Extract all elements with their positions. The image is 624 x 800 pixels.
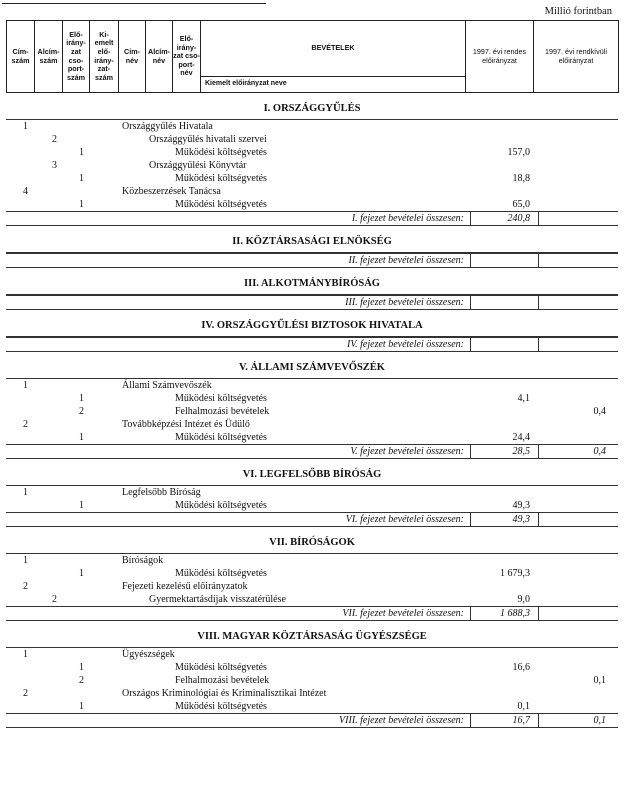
section-total [6, 606, 618, 621]
row-name: Legfelsőbb Bíróság [122, 487, 201, 498]
eloiranyzat-szam: 1 [79, 568, 84, 579]
cim-szam: 2 [23, 688, 28, 699]
section-title [6, 352, 618, 378]
rendes-value: 49,3 [512, 500, 530, 511]
section-title-text: IV. ORSZÁGGYŰLÉSI BIZTOSOK HIVATALA [201, 320, 423, 331]
table-row [6, 674, 618, 687]
row-name: Országgyűlés hivatali szervei [149, 134, 267, 145]
section-title [6, 93, 618, 119]
total-row [6, 212, 618, 225]
row-name: Továbbképzési Intézet és Üdülő [122, 419, 250, 430]
total-divider [470, 512, 471, 526]
total-label: VII. fejezet bevételei összesen: [342, 608, 464, 619]
section-total [6, 337, 618, 352]
table-row [6, 580, 618, 593]
row-name: Működési költségvetés [175, 147, 267, 158]
table-row [6, 392, 618, 405]
table-row [6, 172, 618, 185]
eloiranyzat-szam: 1 [79, 500, 84, 511]
row-name: Közbeszerzések Tanácsa [122, 186, 221, 197]
header-rendes-eloiranyzat: 1997. évi rendes előirányzat [466, 21, 534, 93]
row-name: Működési költségvetés [175, 432, 267, 443]
table-row [6, 687, 618, 700]
total-divider [538, 444, 539, 458]
cim-szam: 1 [23, 487, 28, 498]
section-title-text: VI. LEGFELSŐBB BÍRÓSÁG [242, 469, 382, 480]
section-total [6, 211, 618, 226]
header-rendkivuli-eloiranyzat: 1997. évi rendkívüli előirányzat [534, 21, 619, 93]
section-title [6, 459, 618, 485]
table-row [6, 379, 618, 392]
cim-szam: 1 [23, 649, 28, 660]
total-divider [538, 512, 539, 526]
total-divider [470, 253, 471, 267]
row-name: Működési költségvetés [175, 701, 267, 712]
total-divider [470, 444, 471, 458]
total-label: I. fejezet bevételei összesen: [351, 213, 464, 224]
header-bevetelek: BEVÉTELEK [201, 21, 466, 77]
rendes-value: 9,0 [517, 594, 530, 605]
row-name: Felhalmozási bevételek [175, 675, 270, 686]
row-name: Bíróságok [122, 555, 164, 566]
total-label: VI. fejezet bevételei összesen: [345, 514, 464, 525]
eloiranyzat-szam: 1 [79, 701, 84, 712]
rendes-value: 18,8 [512, 173, 530, 184]
total-rendkivuli: 0,1 [593, 715, 606, 726]
rendes-value: 4,1 [517, 393, 530, 404]
rendes-value: 24,4 [512, 432, 530, 443]
total-divider [470, 337, 471, 351]
eloiranyzat-szam: 1 [79, 199, 84, 210]
total-label: III. fejezet bevételei összesen: [345, 297, 464, 308]
row-name: Országos Kriminológiai és Kriminalisztikai Intézet [122, 688, 327, 699]
header-alcimszam: Alcím-szám [35, 21, 63, 93]
table-row [6, 486, 618, 499]
table-row [6, 198, 618, 211]
total-divider [538, 253, 539, 267]
section-title-text: VII. BÍRÓSÁGOK [269, 537, 355, 548]
cim-szam: 2 [23, 419, 28, 430]
row-name: Működési költségvetés [175, 500, 267, 511]
total-divider [470, 606, 471, 620]
rendes-value: 0,1 [517, 701, 530, 712]
total-divider [538, 606, 539, 620]
table-row [6, 185, 618, 198]
total-divider [470, 713, 471, 727]
table-row [6, 593, 618, 606]
total-label: V. fejezet bevételei összesen: [350, 446, 464, 457]
section-title [6, 621, 618, 647]
table-row [6, 700, 618, 713]
header-eloiranyzat-csoport-nev: Elő-irány-zat cso-port-név [173, 21, 201, 93]
unit-label: Millió forintban [544, 6, 612, 17]
section-title [6, 226, 618, 252]
row-name: Működési költségvetés [175, 393, 267, 404]
section-title [6, 310, 618, 336]
table-row [6, 146, 618, 159]
total-label: IV. fejezet bevételei összesen: [347, 339, 464, 350]
cim-szam: 1 [23, 121, 28, 132]
total-divider [538, 713, 539, 727]
table-row [6, 499, 618, 512]
total-row [6, 607, 618, 620]
section-title [6, 527, 618, 553]
total-divider [538, 211, 539, 225]
rendes-value: 157,0 [507, 147, 530, 158]
top-rule [2, 3, 266, 4]
row-name: Működési költségvetés [175, 568, 267, 579]
header-cimnev: Cím-név [119, 21, 146, 93]
row-name: Gyermektartásdíjak visszatérülése [149, 594, 286, 605]
section-title-text: I. ORSZÁGGYŰLÉS [263, 103, 361, 114]
table-row [6, 418, 618, 431]
eloiranyzat-szam: 1 [79, 173, 84, 184]
alcim-szam: 2 [52, 134, 57, 145]
rendes-value: 1 679,3 [500, 568, 530, 579]
total-row [6, 254, 618, 267]
rendes-value: 16,6 [512, 662, 530, 673]
total-rendes: 28,5 [512, 446, 530, 457]
header-kiemelt-eloiranyzat-neve: Kiemelt előirányzat neve [201, 77, 466, 93]
rendes-value: 65,0 [512, 199, 530, 210]
total-rendkivuli: 0,4 [593, 446, 606, 457]
table-row [6, 159, 618, 172]
eloiranyzat-szam: 2 [79, 406, 84, 417]
header-kiemelt-eloiranyzat-szam: Ki-emelt elő-irány-zat-szám [90, 21, 119, 93]
total-row [6, 513, 618, 526]
eloiranyzat-szam: 1 [79, 393, 84, 404]
header-cimszam: Cím-szám [7, 21, 35, 93]
section-title [6, 268, 618, 294]
row-name: Működési költségvetés [175, 173, 267, 184]
total-row [6, 296, 618, 309]
alcim-szam: 3 [52, 160, 57, 171]
section-title-text: V. ÁLLAMI SZÁMVEVŐSZÉK [239, 362, 385, 373]
table-row [6, 431, 618, 444]
table-row [6, 120, 618, 133]
row-name: Állami Számvevőszék [122, 380, 212, 391]
cim-szam: 1 [23, 555, 28, 566]
table-header [6, 20, 619, 93]
row-name: Ügyészségek [122, 649, 175, 660]
row-name: Működési költségvetés [175, 662, 267, 673]
total-row [6, 338, 618, 351]
rendkivuli-value: 0,4 [593, 406, 606, 417]
row-name: Fejezeti kezelésű előirányzatok [122, 581, 248, 592]
total-label: II. fejezet bevételei összesen: [348, 255, 464, 266]
section-title-text: VIII. MAGYAR KÖZTÁRSASÁG ÜGYÉSZSÉGE [197, 631, 427, 642]
table-row [6, 133, 618, 146]
table-row [6, 554, 618, 567]
rendkivuli-value: 0,1 [593, 675, 606, 686]
eloiranyzat-szam: 1 [79, 147, 84, 158]
section-total [6, 253, 618, 268]
section-title-text: II. KÖZTÁRSASÁGI ELNÖKSÉG [232, 236, 392, 247]
cim-szam: 2 [23, 581, 28, 592]
total-divider [470, 295, 471, 309]
table-body [6, 93, 618, 728]
header-alcimnev: Alcím-név [146, 21, 173, 93]
total-rendes: 16,7 [512, 715, 530, 726]
eloiranyzat-szam: 2 [79, 675, 84, 686]
total-rendes: 1 688,3 [500, 608, 530, 619]
total-rendes: 49,3 [512, 514, 530, 525]
section-total [6, 444, 618, 459]
cim-szam: 4 [23, 186, 28, 197]
total-label: VIII. fejezet bevételei összesen: [339, 715, 464, 726]
row-name: Országgyűlés Hivatala [122, 121, 213, 132]
table-row [6, 567, 618, 580]
row-name: Felhalmozási bevételek [175, 406, 270, 417]
total-divider [538, 337, 539, 351]
total-divider [538, 295, 539, 309]
header-eloiranyzat-csoport-szam: Elő-irány-zat cso-port-szám [63, 21, 90, 93]
row-name: Működési költségvetés [175, 199, 267, 210]
total-row [6, 445, 618, 458]
table-row [6, 405, 618, 418]
alcim-szam: 2 [52, 594, 57, 605]
eloiranyzat-szam: 1 [79, 432, 84, 443]
total-divider [470, 211, 471, 225]
cim-szam: 1 [23, 380, 28, 391]
eloiranyzat-szam: 1 [79, 662, 84, 673]
total-row [6, 714, 618, 727]
total-rendes: 240,8 [507, 213, 530, 224]
row-name: Országgyűlési Könyvtár [149, 160, 247, 171]
section-title-text: III. ALKOTMÁNYBÍRÓSÁG [244, 278, 380, 289]
table-row [6, 661, 618, 674]
section-total [6, 713, 618, 728]
section-total [6, 512, 618, 527]
table-row [6, 648, 618, 661]
section-total [6, 295, 618, 310]
